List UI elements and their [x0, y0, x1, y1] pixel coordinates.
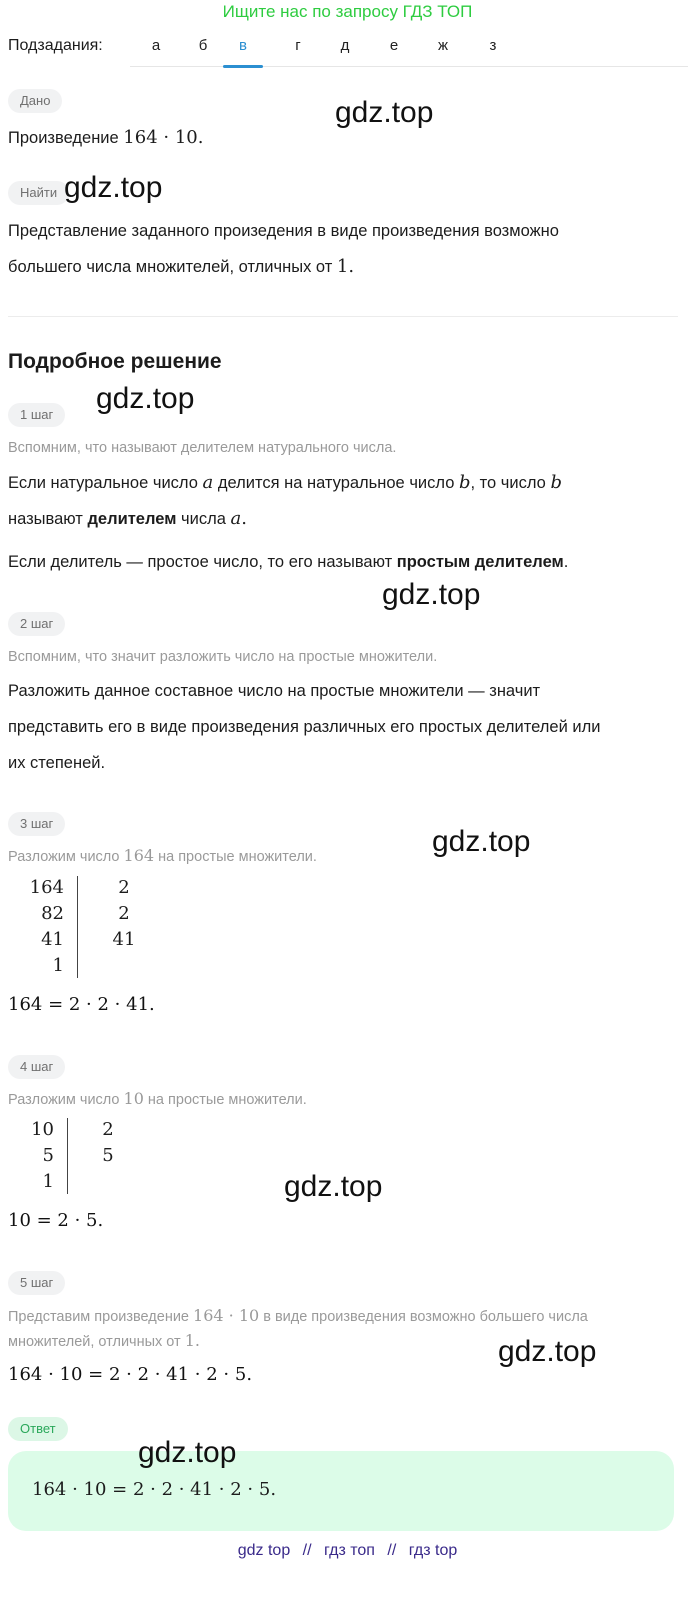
var-b: b	[550, 472, 562, 493]
period: .	[563, 553, 569, 571]
find-line-2	[8, 249, 678, 285]
step5-hint-number: 164 · 10	[193, 1306, 260, 1325]
step3-result: 164 = 2 · 2 · 41.	[8, 994, 155, 1015]
subtasks-label: Подзадания:	[8, 37, 103, 54]
footer-separator: //	[302, 1542, 312, 1559]
step4-result: 10 = 2 · 5.	[8, 1210, 104, 1231]
step5-hint-text: множителей, отличных от	[8, 1334, 181, 1350]
watermark: gdz.top	[432, 825, 531, 858]
given-math: 164 · 10.	[123, 127, 204, 148]
factor-table-divider	[67, 1118, 68, 1194]
factor-cell: 5	[102, 1145, 114, 1166]
period: .	[241, 508, 247, 529]
var-a: a	[202, 472, 214, 493]
step1-text: делится на натуральное число	[217, 474, 455, 492]
step2-line-3: их степеней.	[8, 754, 106, 772]
watermark: gdz.top	[335, 96, 434, 129]
factor-cell: 2	[102, 1119, 114, 1140]
find-line-1: Представление заданного произедения в виде произведения возможно	[8, 222, 559, 240]
tab-zh[interactable]: ж	[437, 37, 449, 54]
watermark: gdz.top	[64, 171, 163, 204]
find-line-2-text: большего числа множителей, отличных от	[8, 258, 333, 276]
factor-cell: 1	[42, 1171, 54, 1192]
tab-v[interactable]: в	[239, 37, 247, 54]
var-b: b	[458, 472, 471, 493]
step1-text: Если натуральное число	[8, 474, 198, 492]
subtask-tabs	[130, 32, 688, 67]
subtasks-nav	[8, 32, 688, 66]
var-a: a	[230, 508, 242, 529]
watermark: gdz.top	[96, 382, 195, 415]
footer-separator: //	[387, 1542, 397, 1559]
step5-hint-number: 1.	[184, 1331, 200, 1350]
factor-table-10-right	[86, 1117, 130, 1169]
tab-g[interactable]: г	[295, 37, 301, 54]
step1-text: называют	[8, 510, 83, 528]
factor-table-164-left	[20, 875, 64, 979]
factor-cell: 41	[112, 929, 136, 950]
step4-hint-text: на простые множители.	[147, 1092, 307, 1108]
factor-cell: 2	[118, 903, 130, 924]
tab-e[interactable]: е	[389, 37, 399, 54]
factor-cell: 41	[41, 929, 64, 950]
find-badge: Найти	[8, 181, 69, 205]
factor-cell: 1	[52, 955, 64, 976]
step5-hint-text: Представим произведение	[8, 1309, 189, 1325]
section-divider	[8, 316, 678, 317]
active-tab-indicator	[223, 65, 263, 68]
step1-text: числа	[181, 510, 226, 528]
step1-text: , то число	[470, 474, 546, 492]
step1-paragraph-line2	[8, 501, 678, 537]
solution-title: Подробное решение	[8, 350, 222, 373]
factor-cell: 164	[29, 877, 64, 898]
step4-hint	[8, 1088, 678, 1111]
step2-hint: Вспомним, что значит разложить число на простые множители.	[8, 649, 438, 665]
answer-math: 164 · 10 = 2 · 2 · 41 · 2 · 5.	[32, 1479, 277, 1500]
factor-cell: 2	[118, 877, 130, 898]
tab-d[interactable]: д	[340, 37, 350, 54]
answer-box	[8, 1451, 674, 1531]
step3-hint-text: на простые множители.	[158, 849, 317, 865]
step1-text: Если делитель — простое число, то его называют	[8, 553, 393, 571]
step3-hint-number: 164	[123, 846, 155, 865]
term-prime-divisor: простым делителем	[396, 553, 564, 571]
step1-paragraph-2	[8, 544, 678, 580]
step5-hint-text: в виде произведения возможно большего числа	[263, 1309, 588, 1325]
watermark: gdz.top	[382, 578, 481, 611]
footer-link[interactable]: гдз топ	[324, 1542, 375, 1559]
tab-z[interactable]: з	[489, 37, 497, 54]
step3-badge: 3 шаг	[8, 812, 65, 836]
footer	[0, 1542, 695, 1560]
factor-cell: 5	[42, 1145, 54, 1166]
answer-badge: Ответ	[8, 1417, 68, 1441]
find-line-2-math: 1.	[336, 256, 355, 277]
factor-cell: 82	[41, 903, 64, 924]
step1-paragraph-line1	[8, 465, 678, 501]
tab-a[interactable]: а	[151, 37, 161, 54]
term-divisor: делителем	[87, 510, 177, 528]
factor-table-divider	[77, 876, 78, 978]
watermark: gdz.top	[284, 1170, 383, 1203]
given-label: Произведение	[8, 129, 119, 147]
step2-badge: 2 шаг	[8, 612, 65, 636]
step4-hint-number: 10	[123, 1089, 144, 1108]
given-badge: Дано	[8, 89, 62, 113]
watermark: gdz.top	[138, 1436, 237, 1469]
factor-table-10-left	[20, 1117, 54, 1195]
step2-line-1: Разложить данное составное число на простые множители — значит	[8, 682, 541, 700]
step3-hint-text: Разложим число	[8, 849, 120, 865]
step4-hint-text: Разложим число	[8, 1092, 120, 1108]
step5-badge: 5 шаг	[8, 1271, 65, 1295]
factor-table-164-right	[100, 875, 148, 953]
tab-b[interactable]: б	[198, 37, 208, 54]
step2-line-2: представить его в виде произведения различных его простых делителей или	[8, 718, 601, 736]
step1-badge: 1 шаг	[8, 403, 65, 427]
footer-link[interactable]: gdz top	[237, 1542, 291, 1559]
step4-badge: 4 шаг	[8, 1055, 65, 1079]
step3-hint	[8, 845, 678, 868]
footer-link[interactable]: гдз top	[408, 1542, 458, 1559]
step5-result: 164 · 10 = 2 · 2 · 41 · 2 · 5.	[8, 1364, 253, 1385]
factor-cell: 10	[31, 1119, 54, 1140]
step1-hint: Вспомним, что называют делителем натурального числа.	[8, 440, 397, 456]
watermark: gdz.top	[498, 1335, 597, 1368]
search-banner: Ищите нас по запросу ГДЗ ТОП	[222, 2, 473, 21]
